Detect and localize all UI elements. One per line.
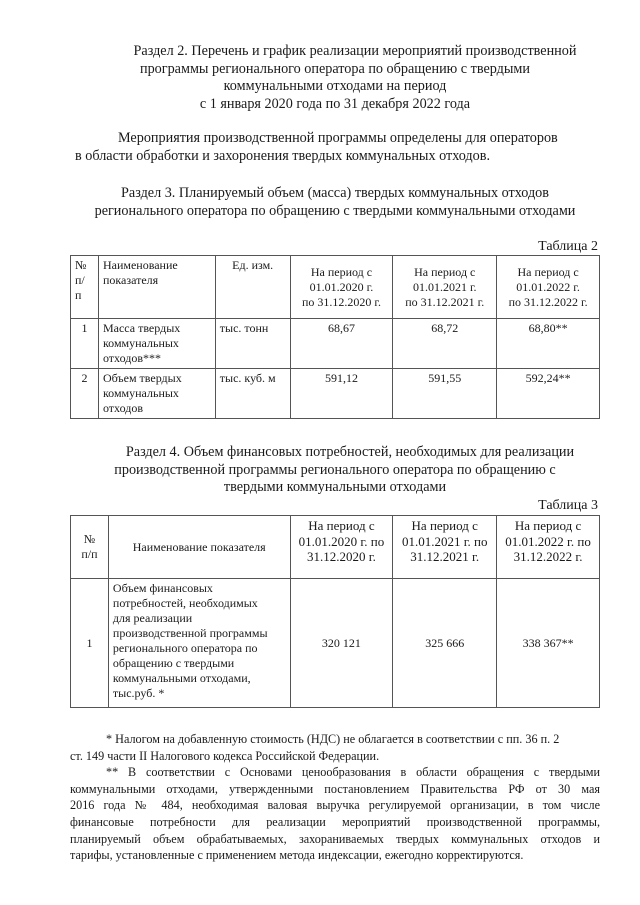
section2-title-line: Раздел 2. Перечень и график реализации мероприятий производственной [133,43,577,59]
header-name-line: Наименование [102,258,178,272]
row-name-line: потребностей, необходимых [112,596,258,610]
table2-label: Таблица 2 [538,239,598,254]
row-value-2020: 591,12 [290,369,393,419]
period-line: 01.01.2022 г. по [505,533,591,549]
paragraph-line: в области обработки и захоронения твердых коммунальных отходов. [75,147,490,164]
table-row [71,369,600,419]
table2-header-row [71,256,600,319]
period-line: 31.12.2020 г. [306,549,376,564]
section2-title-line: коммунальными отходами на период [223,78,447,94]
table3 [70,515,600,708]
footnote-line: планируемый объем обрабатываемых, захораниваемых твердых коммунальных отходов и [70,831,600,846]
row-num: 1 [71,319,99,369]
header-num-line: п/ [75,273,85,287]
row-name-line: обращению с твердыми [112,656,235,670]
period-line: На период с [414,264,476,279]
period-line: по 31.12.2022 г. [508,294,588,309]
period-line: На период с [517,264,579,279]
row-num: 1 [71,579,109,708]
footnote-line: * Налогом на добавленную стоимость (НДС) не облагается в соответствии с пп. 36 п. 2 [106,732,560,746]
header-num [71,256,99,319]
period-line: по 31.12.2021 г. [405,294,485,309]
row-value-2022: 338 367** [497,579,600,708]
period-line: 01.01.2022 г. [516,279,580,294]
row-name-line: отходов [102,401,144,415]
header-period-2020 [290,516,393,579]
row-name-line: коммунальных [102,386,179,400]
section2-title-line: программы регионального оператора по обращению с твердыми [139,60,530,77]
row-unit: тыс. куб. м [215,369,290,419]
section4-title-line: производственной программы регионального оператора по обращению с [114,461,556,478]
row-value-2021: 325 666 [393,579,497,708]
row-name-line: для реализации [112,611,193,625]
row-value-2021: 591,55 [393,369,497,419]
section4-title-line: твердыми коммунальными отходами [223,479,447,495]
footnote-line: ст. 149 части II Налогового кодекса Российской Федерации. [70,748,380,763]
header-num-line: п [75,288,82,302]
section2-title-line: с 1 января 2020 года по 31 декабря 2022 года [199,95,471,112]
table-row [71,319,600,369]
header-name: Наименование показателя [108,516,290,579]
footnotes [70,731,600,864]
row-name-line: тыс.руб. * [112,686,165,700]
section4-title [70,444,600,497]
paragraph-line: Мероприятия производственной программы определены для операторов [118,130,558,146]
row-name-line: Объем твердых [102,371,182,385]
section3-title-line: регионального оператора по обращению с твердыми коммунальными отходами [94,202,576,219]
row-value-2021: 68,72 [393,319,497,369]
period-line: 31.12.2022 г. [513,549,583,564]
header-unit: Ед. изм. [215,256,290,319]
header-name-line: показателя [102,273,159,287]
period-line: 01.01.2020 г. по [298,533,385,549]
table3-label: Таблица 3 [538,498,598,513]
table2 [70,255,600,419]
period-line: На период с [514,518,582,533]
row-name-line: регионального оператора по [112,641,258,655]
period-line: 01.01.2020 г. [309,279,374,294]
section3-title-line: Раздел 3. Планируемый объем (масса) твердых коммунальных отходов [121,185,549,201]
header-period-2022 [497,516,600,579]
row-name-line: производственной программы [112,626,268,640]
period-line: по 31.12.2020 г. [301,294,381,309]
footnote-line: финансовые потребности для реализации мероприятий производственной программы, [70,814,600,829]
footnote-line: тарифы, установленные с применением метода индексации, ежегодно корректируются. [70,848,524,863]
header-num-line: п/п [81,547,98,561]
row-name-line: отходов*** [102,351,162,365]
footnote-line: ** В соответствии с Основами ценообразования в области обращения с твердыми [106,765,600,780]
section2-title [70,43,600,113]
period-line: На период с [310,264,373,279]
row-value-2020: 68,67 [290,319,393,369]
row-num: 2 [71,369,99,419]
table3-header-row [71,516,600,579]
period-line: На период с [411,518,478,533]
header-num [71,516,109,579]
period-line: 31.12.2021 г. [410,549,480,564]
section2-paragraph [75,130,605,165]
footnote-line: 2016 года № 484, необходимая валовая выручка регулируемой организации, в том числе [70,798,600,813]
section4-title-line: Раздел 4. Объем финансовых потребностей, необходимых для реализации [125,444,575,460]
row-name-line: коммунальных [102,336,179,350]
header-num-line: № [75,258,87,272]
header-period-2022 [497,256,600,319]
row-value-2022: 592,24** [497,369,600,419]
header-num-line: № [83,532,96,546]
row-unit: тыс. тонн [215,319,290,369]
period-line: 01.01.2021 г. [412,279,477,294]
row-name-line: Объем финансовых [112,581,213,595]
row-name [98,319,215,369]
header-period-2021 [393,516,497,579]
row-name [98,369,215,419]
row-name-line: Масса твердых [102,321,181,335]
section3-title [70,185,600,220]
footnote-line: коммунальными отходами, утвержденными постановлением Правительства РФ от 30 мая [70,781,600,796]
row-value-2022: 68,80** [497,319,600,369]
header-period-2020 [290,256,393,319]
table-row [71,579,600,708]
header-period-2021 [393,256,497,319]
header-name [98,256,215,319]
row-name [108,579,290,708]
period-line: 01.01.2021 г. по [401,533,488,549]
row-name-line: коммунальными отходами, [112,671,251,685]
row-value-2020: 320 121 [290,579,393,708]
period-line: На период с [308,518,375,533]
